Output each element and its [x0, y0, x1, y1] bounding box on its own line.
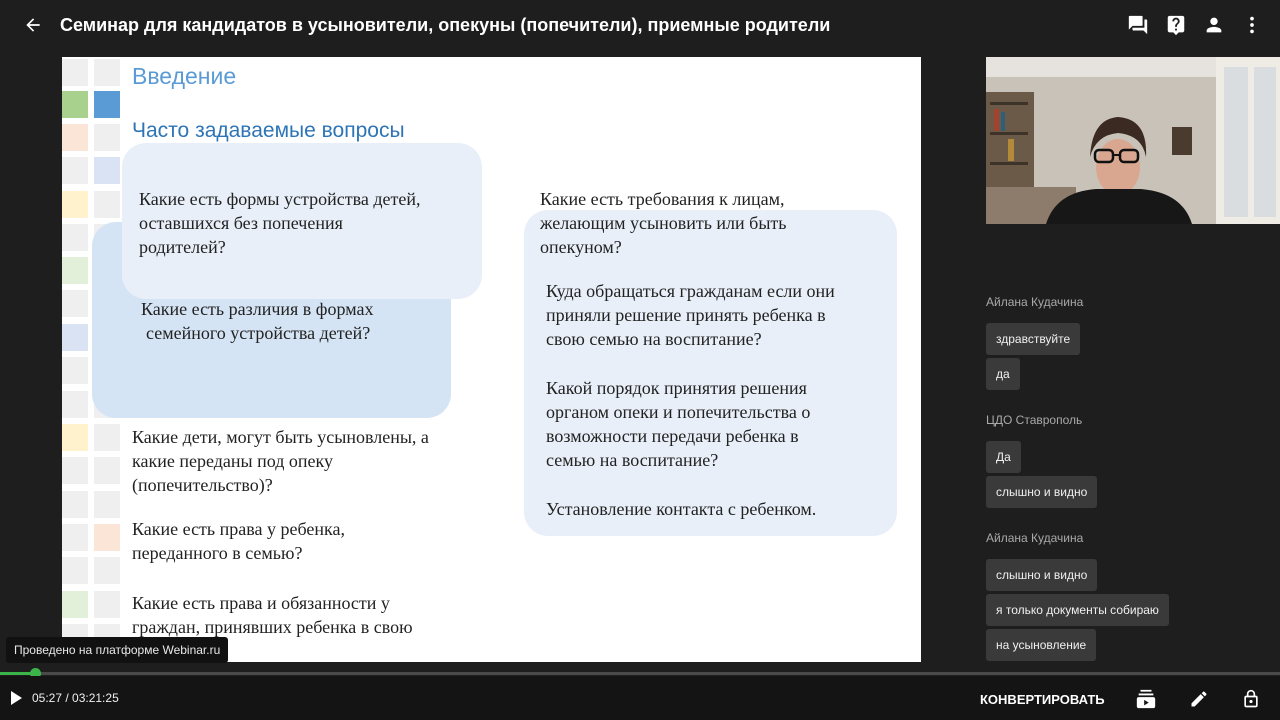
progress-bar[interactable] [0, 672, 1280, 675]
webcam-video [986, 57, 1280, 224]
person-icon [1203, 14, 1225, 36]
chat-author: Айлана Кудачина [986, 295, 1084, 309]
question-5: Какие есть права и обязанности у граждан, принявших ребенка в свою [132, 593, 413, 637]
chat-message: здравствуйте [986, 323, 1080, 355]
question-6: Какие есть требования к лицам, желающим усыновить или быть опекуном? [540, 189, 787, 257]
question-8: Какой порядок принятия решения органом опеки и попечительства о возможности передачи ребенка в семью на воспитание? [546, 378, 811, 470]
play-button[interactable] [8, 690, 24, 706]
lock-icon [1241, 689, 1261, 709]
participants-button[interactable] [1202, 12, 1226, 38]
playlist-button[interactable] [1134, 687, 1158, 711]
question-4: Какие есть права у ребенка, переданного в семью? [132, 519, 345, 563]
convert-button[interactable]: КОНВЕРТИРОВАТЬ [980, 692, 1105, 707]
chat-message: на усыновление [986, 629, 1096, 661]
question-icon [1165, 14, 1187, 36]
question-1: Какие есть формы устройства детей, оставшихся без попечения родителей? [139, 189, 421, 257]
play-icon [8, 690, 24, 706]
chat-message: слышно и видно [986, 559, 1097, 591]
chat-message: да [986, 358, 1020, 390]
slide-faq-heading: Часто задаваемые вопросы [132, 119, 405, 142]
lock-button[interactable] [1239, 687, 1263, 711]
more-menu-button[interactable] [1240, 12, 1264, 38]
player-controls [0, 676, 1280, 720]
presentation-slide [62, 57, 921, 662]
chat-author: ЦДО Ставрополь [986, 413, 1083, 427]
chat-message: слышно и видно [986, 476, 1097, 508]
chat-message: Да [986, 441, 1021, 473]
question-9: Установление контакта с ребенком. [546, 499, 817, 519]
arrow-back-icon [23, 15, 43, 35]
playlist-icon [1135, 688, 1157, 710]
top-bar [0, 0, 1280, 50]
help-button[interactable] [1164, 12, 1188, 38]
pencil-icon [1189, 689, 1209, 709]
platform-tooltip: Проведено на платформе Webinar.ru [6, 637, 228, 663]
time-display: 05:27 / 03:21:25 [32, 691, 119, 705]
chat-author: Айлана Кудачина [986, 531, 1084, 545]
more-vert-icon [1241, 14, 1263, 36]
slide-intro-heading: Введение [132, 63, 237, 89]
question-2: Какие есть различия в формах семейного устройства детей? [141, 299, 374, 343]
back-button[interactable] [20, 12, 46, 38]
question-7: Куда обращаться гражданам если они приняли решение принять ребенка в свою семью на воспитание? [546, 281, 835, 349]
chat-toggle-button[interactable] [1126, 12, 1150, 38]
chat-icon [1127, 14, 1149, 36]
edit-button[interactable] [1187, 687, 1211, 711]
chat-message: я только документы собираю [986, 594, 1169, 626]
page-title: Семинар для кандидатов в усыновители, опекуны (попечители), приемные родители [60, 15, 831, 35]
question-3: Какие дети, могут быть усыновлены, а какие переданы под опеку (попечительство)? [132, 427, 429, 495]
webcam-image [986, 57, 1280, 224]
